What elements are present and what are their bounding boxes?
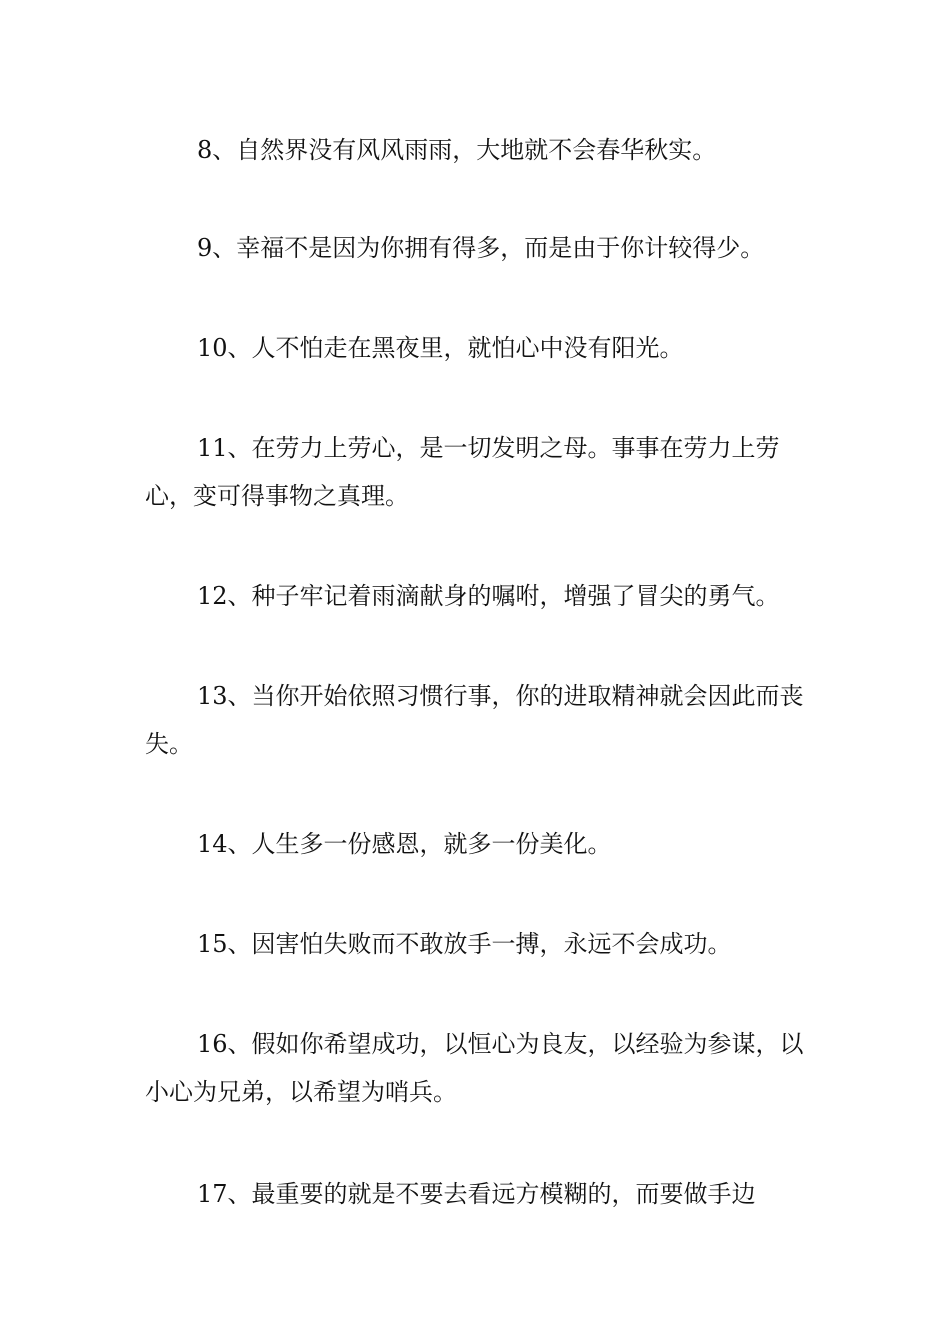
quote-paragraph-15: 15、因害怕失败而不敢放手一搏，永远不会成功。 xyxy=(197,930,732,958)
quote-paragraph-10: 10、人不怕走在黑夜里，就怕心中没有阳光。 xyxy=(197,334,684,362)
quote-paragraph-17: 17、最重要的就是不要去看远方模糊的，而要做手边 xyxy=(197,1180,756,1208)
quote-paragraph-13: 13、当你开始依照习惯行事，你的进取精神就会因此而丧失。 xyxy=(145,682,804,758)
quote-paragraph-11: 11、在劳力上劳心，是一切发明之母。事事在劳力上劳心，变可得事物之真理。 xyxy=(145,434,780,510)
quote-paragraph-12: 12、种子牢记着雨滴献身的嘱咐，增强了冒尖的勇气。 xyxy=(197,582,780,610)
quote-paragraph-9: 9、幸福不是因为你拥有得多，而是由于你计较得少。 xyxy=(197,234,765,262)
quote-paragraph-14: 14、人生多一份感恩，就多一份美化。 xyxy=(197,830,612,858)
quote-paragraph-16: 16、假如你希望成功，以恒心为良友，以经验为参谋，以小心为兄弟，以希望为哨兵。 xyxy=(145,1030,804,1106)
quote-paragraph-8: 8、自然界没有风风雨雨，大地就不会春华秋实。 xyxy=(197,136,717,164)
